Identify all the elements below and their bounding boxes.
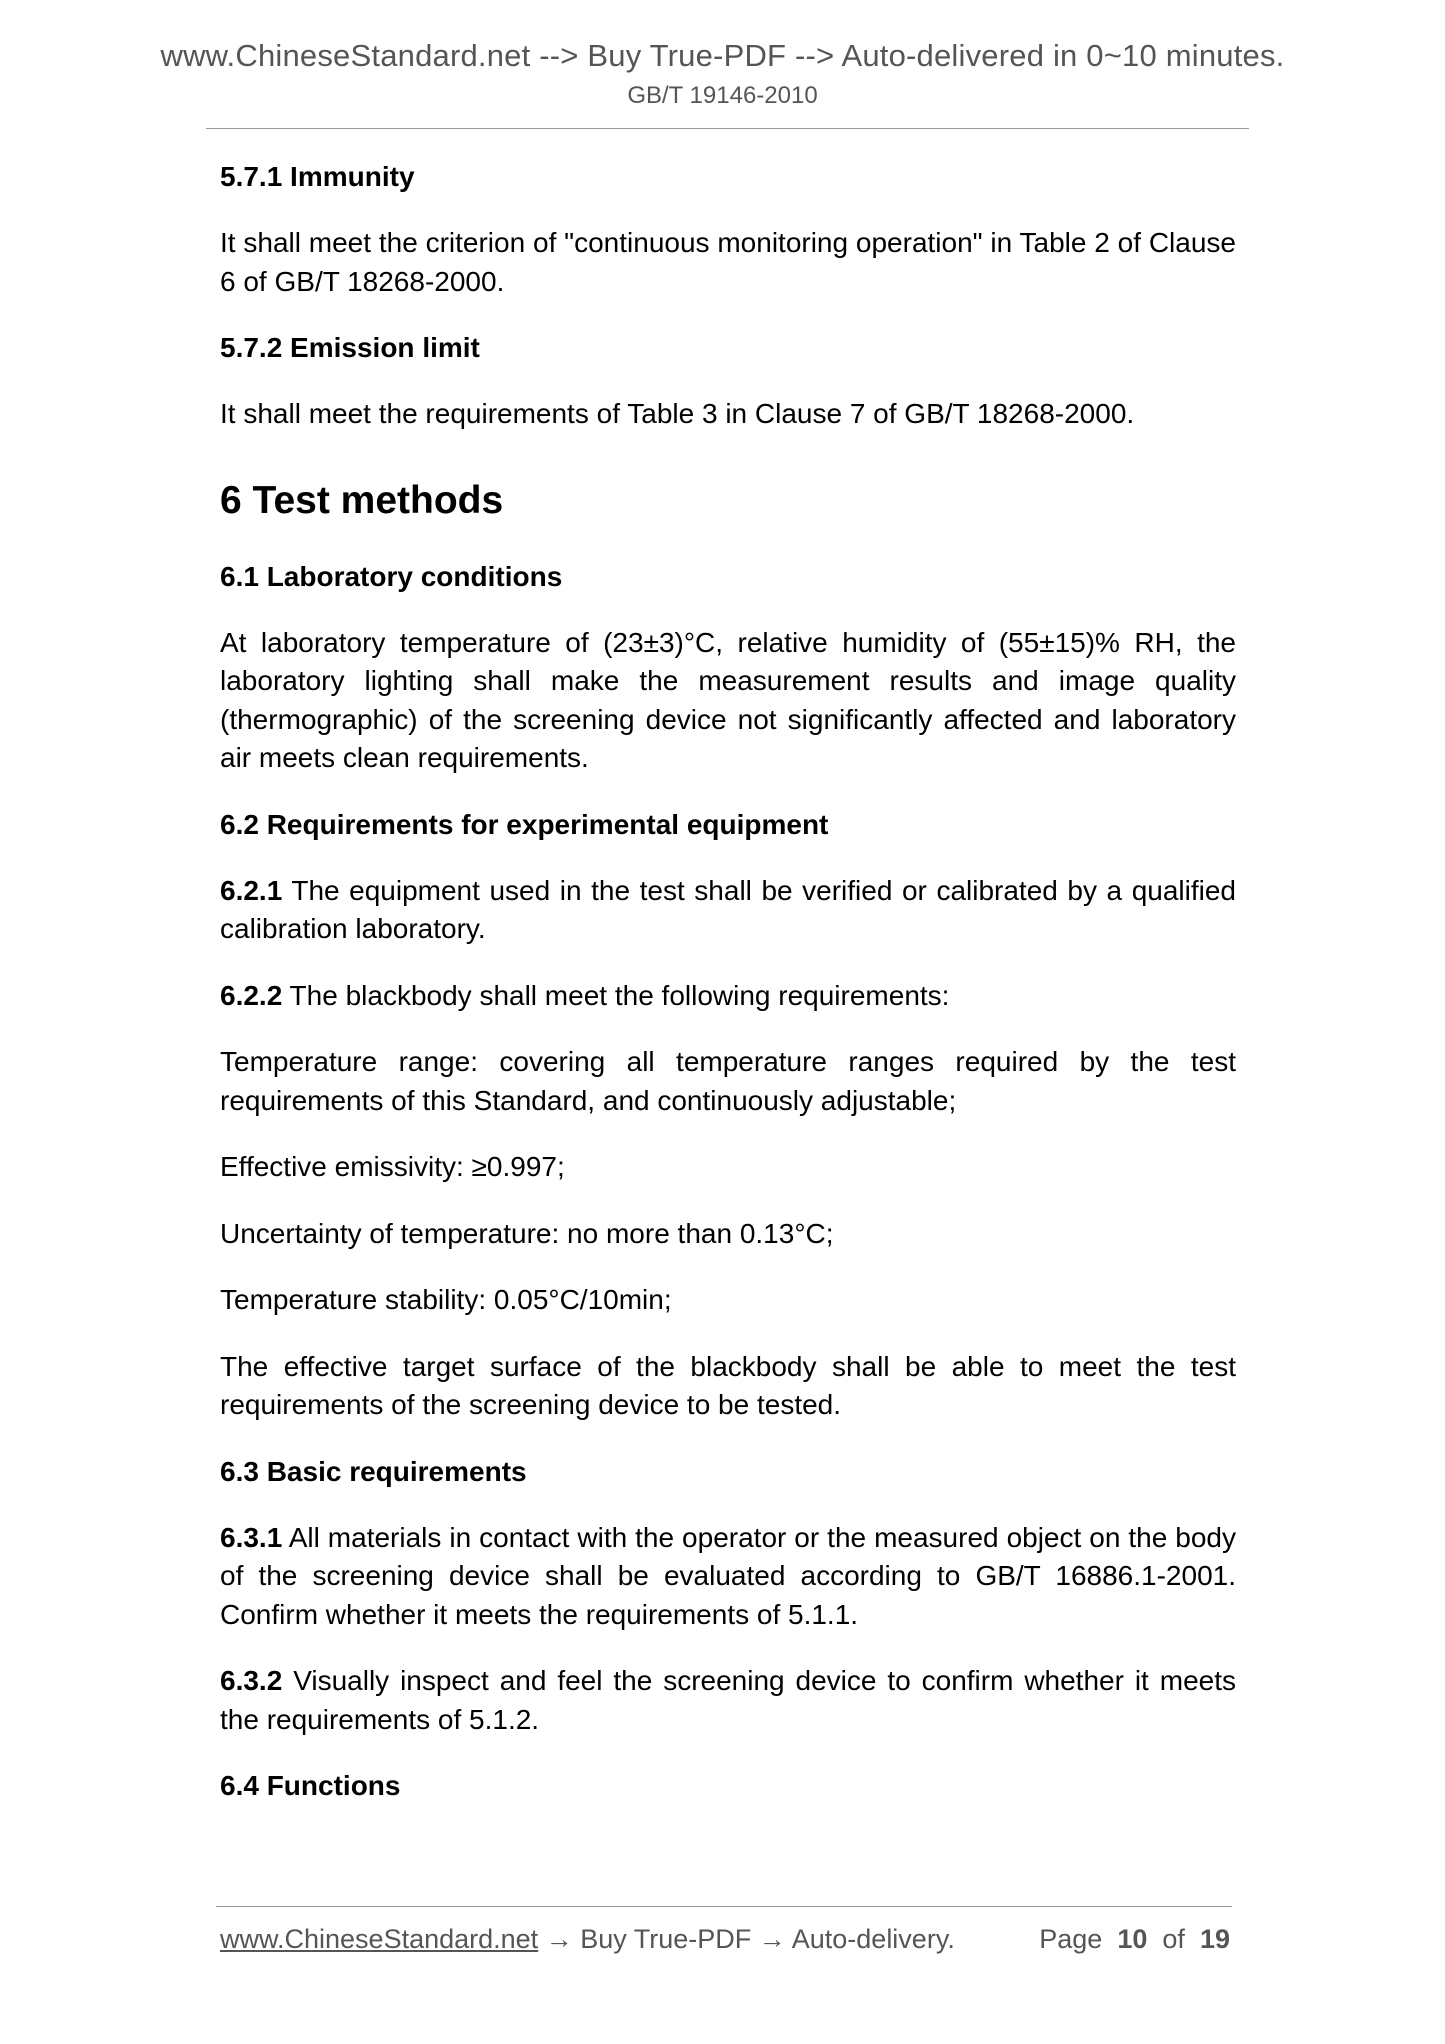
heading-6-3: 6.3 Basic requirements [220,1455,527,1487]
clause-number: 6.3.2 [220,1665,283,1696]
paragraph-6-1: At laboratory temperature of (23±3)°C, relative humidity of (55±15)% RH, the laboratory lighting shall make the measurement results and image quality (thermographic) of the screening device not significantly affected and laboratory air meets clean requirements. [220,626,1236,773]
paragraph-6-3-2 [220,1662,1236,1739]
paragraph-5-7-2: It shall meet the requirements of Table 3 in Clause 7 of GB/T 18268-2000. [220,398,1135,429]
page-total: 19 [1199,1924,1230,1954]
page-content [220,158,1236,1805]
heading-6-2: 6.2 Requirements for experimental equipment [220,808,829,840]
heading-6-1: 6.1 Laboratory conditions [220,560,563,592]
clause-text: The blackbody shall meet the following requirements: [282,979,950,1011]
header-banner: www.ChineseStandard.net --> Buy True-PDF --> Auto-delivered in 0~10 minutes. [160,38,1285,73]
clause-number: 6.3.1 [220,1521,283,1553]
clause-number: 6.2.1 [220,874,283,906]
paragraph-uncertainty: Uncertainty of temperature: no more than 0.13°C; [220,1217,834,1249]
footer-promo-text: → Buy True-PDF → Auto-delivery. [538,1924,955,1954]
footer-divider [216,1906,1232,1907]
clause-text: The equipment used in the test shall be verified or calibrated by a qualified calibration laboratory. [220,874,1236,944]
paragraph-temperature-range: Temperature range: covering all temperature ranges required by the test requirements of this Standard, and continuously adjustable; [220,1046,1236,1116]
page-label: Page [1039,1924,1103,1954]
header-divider [206,128,1249,129]
page-footer [220,1924,1230,1964]
paragraph-target-surface: The effective target surface of the blackbody shall be able to meet the test requirements of the screening device to be tested. [220,1350,1236,1420]
paragraph-6-2-1 [220,872,1236,949]
heading-6: 6 Test methods [220,478,504,522]
paragraph-stability: Temperature stability: 0.05°C/10min; [220,1284,672,1315]
paragraph-6-2-2 [220,977,1236,1016]
page-indicator [1039,1924,1230,1955]
footer-promo [220,1924,955,1955]
clause-text: All materials in contact with the operator or the measured object on the body of the screening device shall be evaluated according to GB/T 16886.1-2001. Confirm whether it meets the requirements of 5.1.1. [220,1521,1236,1630]
clause-number: 6.2.2 [220,979,283,1011]
document-code: GB/T 19146-2010 [627,82,818,109]
page-current: 10 [1117,1924,1148,1954]
footer-site-link[interactable]: www.ChineseStandard.net [220,1924,539,1954]
paragraph-5-7-1: It shall meet the criterion of "continuous monitoring operation" in Table 2 of Clause 6 of GB/T 18268-2000. [220,227,1236,297]
heading-5-7-2: 5.7.2 Emission limit [220,332,480,363]
heading-6-4: 6.4 Functions [220,1770,401,1801]
paragraph-emissivity: Effective emissivity: ≥0.997; [220,1151,565,1182]
paragraph-6-3-1 [220,1519,1236,1635]
heading-5-7-1: 5.7.1 Immunity [220,161,415,192]
clause-text: Visually inspect and feel the screening device to confirm whether it meets the requirements of 5.1.2. [220,1665,1236,1735]
of-label: of [1162,1924,1185,1954]
